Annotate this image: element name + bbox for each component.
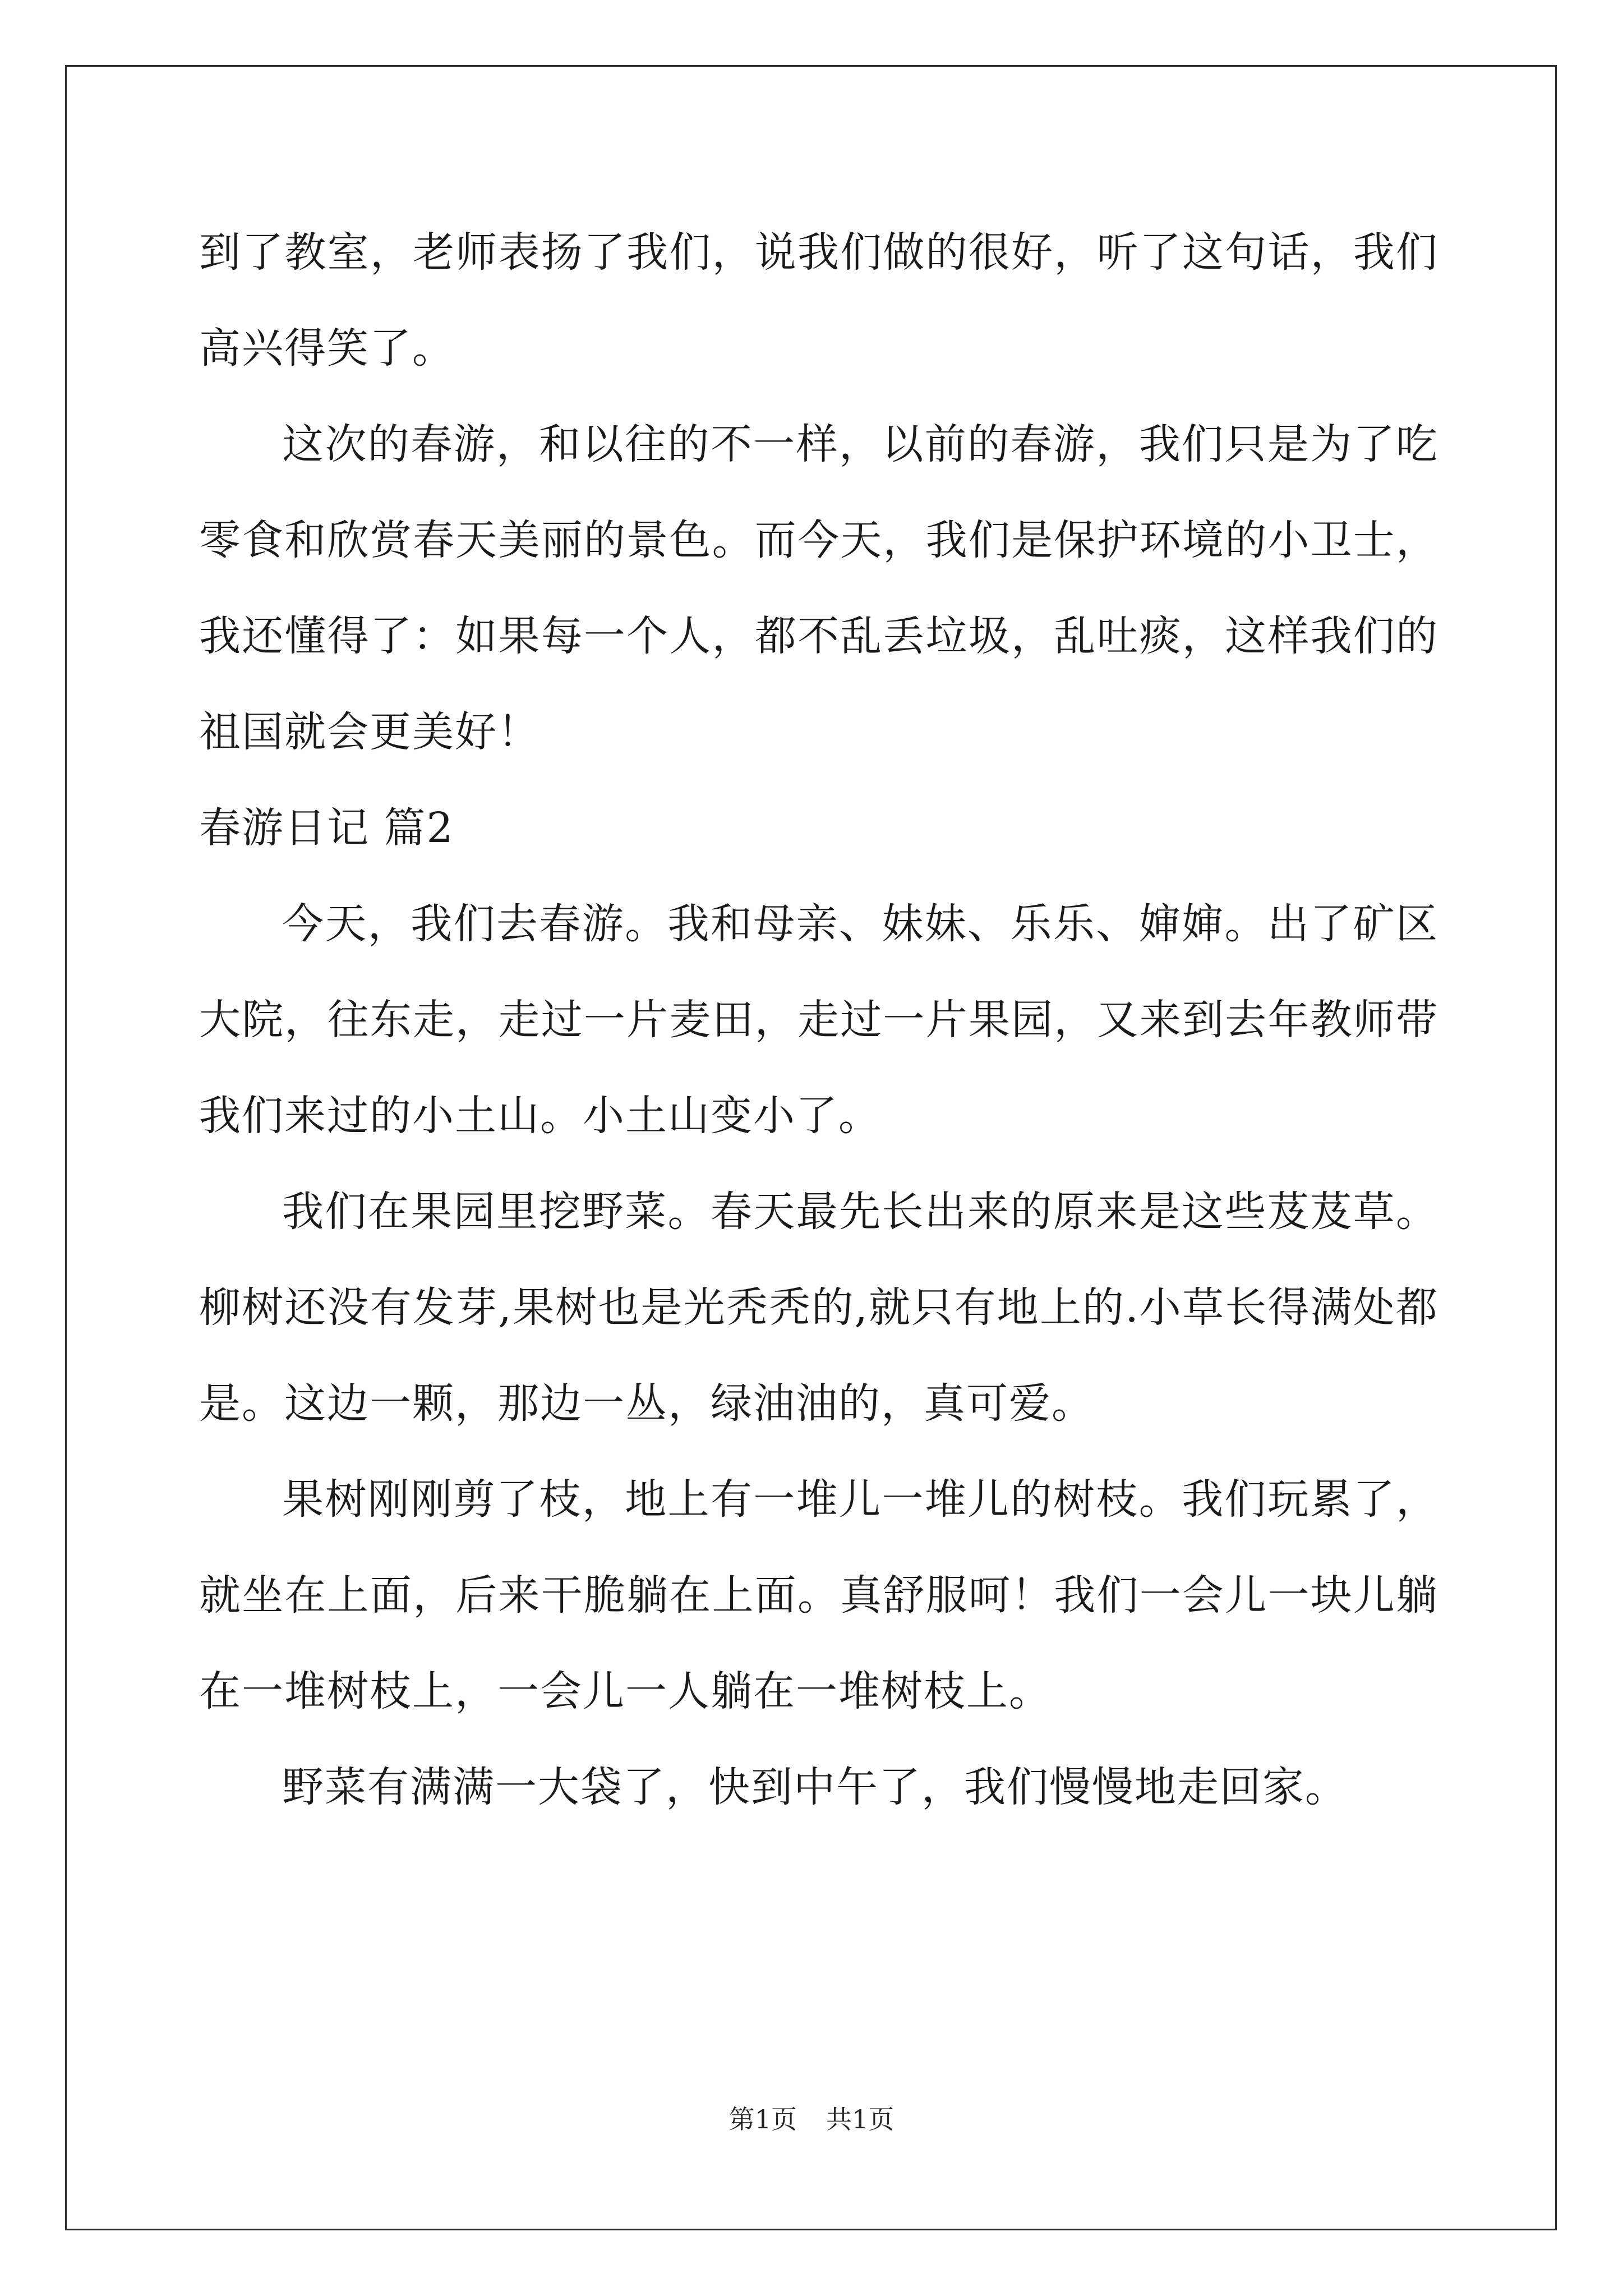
page-footer bbox=[0, 2099, 1623, 2136]
paragraph-3: 今天，我们去春游。我和母亲、妹妹、乐乐、婶婶。出了矿区大院，往东走，走过一片麦田，走过一片果园，又来到去年教师带我们来过的小土山。小土山变小了。 bbox=[199, 900, 1438, 1140]
paragraph-2: 这次的春游，和以往的不一样，以前的春游，我们只是为了吃零食和欣赏春天美丽的景色。而今天，我们是保护环境的小卫士，我还懂得了：如果每一个人，都不乱丢垃圾，乱吐痰，这样我们的祖国就会更美好！ bbox=[199, 420, 1438, 756]
page-number: 第1页 bbox=[728, 2104, 797, 2134]
paragraph-6: 野菜有满满一大袋了，快到中午了，我们慢慢地走回家。 bbox=[282, 1763, 1348, 1811]
paragraph-1: 到了教室，老师表扬了我们，说我们做的很好，听了这句话，我们高兴得笑了。 bbox=[199, 228, 1438, 372]
document-body bbox=[199, 205, 1438, 1835]
section-heading: 春游日记 篇2 bbox=[199, 804, 454, 852]
page-total: 共1页 bbox=[826, 2104, 895, 2134]
paragraph-5: 果树刚刚剪了枝，地上有一堆儿一堆儿的树枝。我们玩累了，就坐在上面，后来干脆躺在上面。真舒服呵！我们一会儿一块儿躺在一堆树枝上，一会儿一人躺在一堆树枝上。 bbox=[199, 1475, 1438, 1715]
paragraph-4: 我们在果园里挖野菜。春天最先长出来的原来是这些芨芨草。柳树还没有发芽,果树也是光秃秃的,就只有地上的.小草长得满处都是。这边一颗，那边一丛，绿油油的，真可爱。 bbox=[199, 1188, 1438, 1428]
